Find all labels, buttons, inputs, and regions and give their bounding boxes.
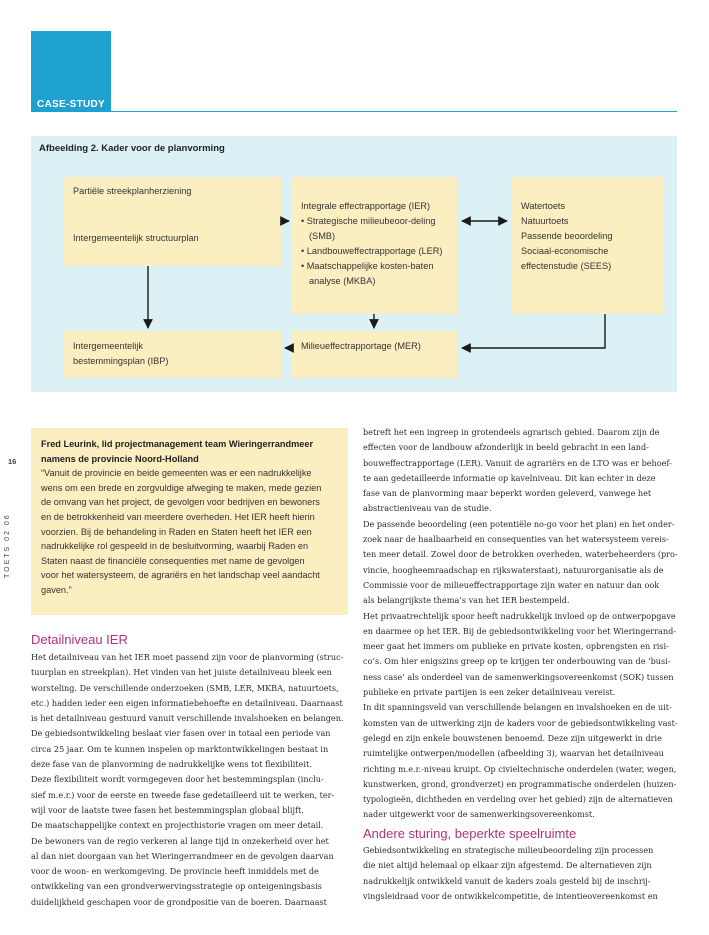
text-line: zoek naar de haalbaarheid en consequenties van het watersysteem vereis- <box>363 534 669 545</box>
text-line: vincie, hoogheemraadschap en rijkswaterstaat), natuurorganisatie als de <box>363 564 664 575</box>
figure-title: Afbeelding 2. Kader voor de planvorming <box>39 143 225 154</box>
callout-line: voor het watersysteem, de agrariërs en het landschap veel aandacht <box>41 570 320 581</box>
text-line: tuurplan en streekplan). Het vinden van het juiste detailniveau bleek een <box>31 667 332 678</box>
text-line: circa 25 jaar. Om te kunnen inspelen op marktontwikkelingen bestaat in <box>31 743 329 754</box>
text-line: ontwikkeling van een grondverwervingsstrategie op onteigeningsbasis <box>31 881 322 892</box>
right-column-text-b <box>363 843 678 904</box>
callout-line: Staten naast de financiële consequenties met name de gevolgen <box>41 555 305 566</box>
box-ibp-line: Intergemeentelijk <box>73 341 143 351</box>
text-line: deze fase van de planvorming de nadrukkelijke wens tot flexibiliteit. <box>31 759 312 770</box>
text-line: Het privaatrechtelijk spoor heeft nadrukkelijk invloed op de ontwerpopgave <box>363 610 676 621</box>
callout-heading-line: namens de provincie Noord-Holland <box>41 453 199 464</box>
text-line: Deze flexibiliteit wordt vormgegeven door het bestemmingsplan (inclu- <box>31 774 324 785</box>
text-line: De bewoners van de regio verkeren al lange tijd in onzekerheid over het <box>31 835 329 846</box>
left-column-text <box>31 650 349 910</box>
box-toetsen-line: Watertoets <box>521 201 566 211</box>
box-toetsen <box>511 177 664 314</box>
text-line: In dit spanningsveld van verschillende belangen en invalshoeken en de uit- <box>363 702 672 713</box>
text-line: De passende beoordeling (een potentiële no-go voor het plan) en het onder- <box>363 518 675 529</box>
box-toetsen-line: Natuurtoets <box>521 216 569 226</box>
text-line: Het detailniveau van het IER moet passend zijn voor de planvorming (struc- <box>31 652 344 662</box>
text-line: ruimtelijke ontwerpen/modellen (afbeelding 3), waarvan het detailniveau <box>363 748 664 759</box>
callout-line: en de betrokkenheid van meerdere overheden. Het IER heeft hierin <box>41 511 315 522</box>
box-streekplan-structuurplan <box>63 177 281 266</box>
callout-line: gaven.” <box>41 584 72 595</box>
text-line: ness case’ als onderdeel van de samenwerkingsovereenkomst (SOK) tussen <box>363 671 674 682</box>
text-line: komsten van de uitwerking zijn de kaders voor de gebiedsontwikkeling vast- <box>363 717 678 728</box>
text-line: gelegd en zijn enkele bouwstenen benoemd. Deze zijn uitgewerkt in drie <box>363 732 662 743</box>
box-mer <box>291 331 458 378</box>
callout-line: voorzien. Bij de behandeling in Raden en Staten heeft het IER een <box>41 526 312 537</box>
text-line: effecten voor de landbouw afzonderlijk in beeld gebracht in een land- <box>363 442 649 453</box>
box-ibp <box>63 331 281 378</box>
text-line: ten meer detail. Zowel door de betrokken overheden, waterbeheerders (pro- <box>363 549 678 560</box>
callout-line: nadrukkelijke rol gespeeld in de besluitvorming, waarbij Raden en <box>41 541 309 552</box>
text-line: als belangrijkste thema’s van het IER bestempeld. <box>363 595 570 606</box>
text-line: is het detailniveau gestuurd vanuit verschillende invalshoeken en belangen. <box>31 713 344 724</box>
text-line: De gebiedsontwikkeling beslaat vier fasen over in totaal een periode van <box>31 728 331 739</box>
text-line: typologieën, dichtheden en verdeling over het gebied) zijn de alternatieven <box>363 794 673 805</box>
box-mer-label: Milieueffectrapportage (MER) <box>301 341 421 351</box>
text-line: die niet altijd helemaal op elkaar zijn afgestemd. De alternatieven zijn <box>363 860 652 871</box>
text-line: betreft het een ingreep in grotendeels agrarisch gebied. Daarom zijn de <box>363 427 660 437</box>
ier-list-item: • Landbouweffectrapportage (LER) <box>301 246 443 256</box>
text-line: abstractieniveau van de studie. <box>363 503 492 514</box>
box-ibp-line: bestemmingsplan (IBP) <box>73 356 169 366</box>
text-line: etc.) hadden ieder een eigen informatiebehoefte en detailniveau. Daarnaast <box>31 697 343 708</box>
box-toetsen-line: Sociaal-economische <box>521 246 609 256</box>
right-column-text <box>363 425 678 823</box>
text-line: en daarmee op het IER. Bij de gebiedsontwikkeling voor het Wieringerrand- <box>363 625 677 636</box>
ier-list-item: • Strategische milieubeoor-deling <box>301 216 436 226</box>
text-line: publieke en private partijen is een zeker detailniveau vereist. <box>363 687 616 698</box>
section-tab <box>31 31 111 112</box>
ier-list-item: (SMB) <box>309 231 336 241</box>
box-streekplan-label: Partiële streekplanherziening <box>73 186 192 196</box>
box-toetsen-line: Passende beoordeling <box>521 231 613 241</box>
text-line: nader uitgewerkt voor de samenwerkingsovereenkomst. <box>363 809 595 820</box>
text-line: duidelijkheid geschapen voor de grondpositie van de boeren. Daarnaast <box>31 896 327 907</box>
page-number: 16 <box>8 457 17 466</box>
text-line: meer gaat het immers om publieke en private kosten, opbrengsten en risi- <box>363 641 669 652</box>
callout-line: de omvang van het project, de gevolgen voor bedrijven en bewoners <box>41 497 320 508</box>
ier-list-item: • Maatschappelijke kosten-baten <box>301 261 434 271</box>
section-tab-label: CASE-STUDY <box>37 99 106 110</box>
quote-callout <box>31 428 348 615</box>
text-line: voor de woon- en werkomgeving. De provincie heeft inmiddels met de <box>31 866 319 877</box>
box-ier-title: Integrale effectrapportage (IER) <box>301 201 431 211</box>
ier-list-item: analyse (MKBA) <box>309 276 376 286</box>
text-line: worsteling. De verschillende onderzoeken (SMB, LER, MKBA, natuurtoets, <box>31 682 339 693</box>
text-line: nadrukkelijk ontwikkeld vanuit de kaders zoals gesteld bij de inschrij- <box>363 875 651 886</box>
text-line: De maatschappelijke context en projecthistorie vragen om meer detail. <box>31 820 324 831</box>
text-line: vingsleidraad voor de ontwikkelcompetitie, de intentieovereenkomst en <box>363 890 658 901</box>
running-title: TOETS 02 06 <box>4 513 11 578</box>
text-line: co’s. Om hier enigszins greep op te krijgen ter onderbouwing van de ‘busi- <box>363 656 671 667</box>
box-structuurplan-label: Intergemeentelijk structuurplan <box>73 233 199 243</box>
text-line: bouweffectrapportage (LER). Vanuit de agrariërs en de LTO was er behoef- <box>363 457 672 468</box>
text-line: Gebiedsontwikkeling en strategische milieubeoordeling zijn processen <box>363 845 654 855</box>
heading-detailniveau: Detailniveau IER <box>31 632 128 647</box>
heading-andere-sturing: Andere sturing, beperkte speelruimte <box>363 826 577 841</box>
callout-heading-line: Fred Leurink, lid projectmanagement team Wieringerrandmeer <box>41 439 314 449</box>
callout-line: wens om een brede en zorgvuldige afweging te maken, mede gezien <box>41 482 322 493</box>
text-line: wijl voor de laatste twee fasen het bestemmingsplan globaal blijft. <box>31 804 304 815</box>
box-ier <box>291 177 458 314</box>
text-line: fase van de planvorming maar beperkt worden geleverd, vanwege het <box>363 488 652 499</box>
header-rule <box>31 111 677 112</box>
box-toetsen-line: effectenstudie (SEES) <box>521 261 612 271</box>
text-line: al dan niet doorgaan van het Wieringerrandmeer en de gevolgen daarvan <box>31 850 334 861</box>
callout-line: “Vanuit de provincie en beide gemeenten was er een nadrukkelijke <box>41 468 312 479</box>
text-line: sief m.e.r.) voor de eerste en tweede fase gedetailleerd uit te werken, ter- <box>31 789 335 800</box>
text-line: Commissie voor de milieueffectrapportage zijn water en natuur dan ook <box>363 579 660 590</box>
text-line: kunstwerken, grond, grondverzet) en programmatische onderdelen (huizen- <box>363 778 677 789</box>
ier-list <box>301 214 456 289</box>
text-line: te aan gedetailleerde informatie op kavelniveau. Dit kan echter in deze <box>363 472 656 483</box>
text-line: richting m.e.r.-niveau kruipt. Op civieltechnische onderdelen (water, wegen, <box>363 763 677 774</box>
